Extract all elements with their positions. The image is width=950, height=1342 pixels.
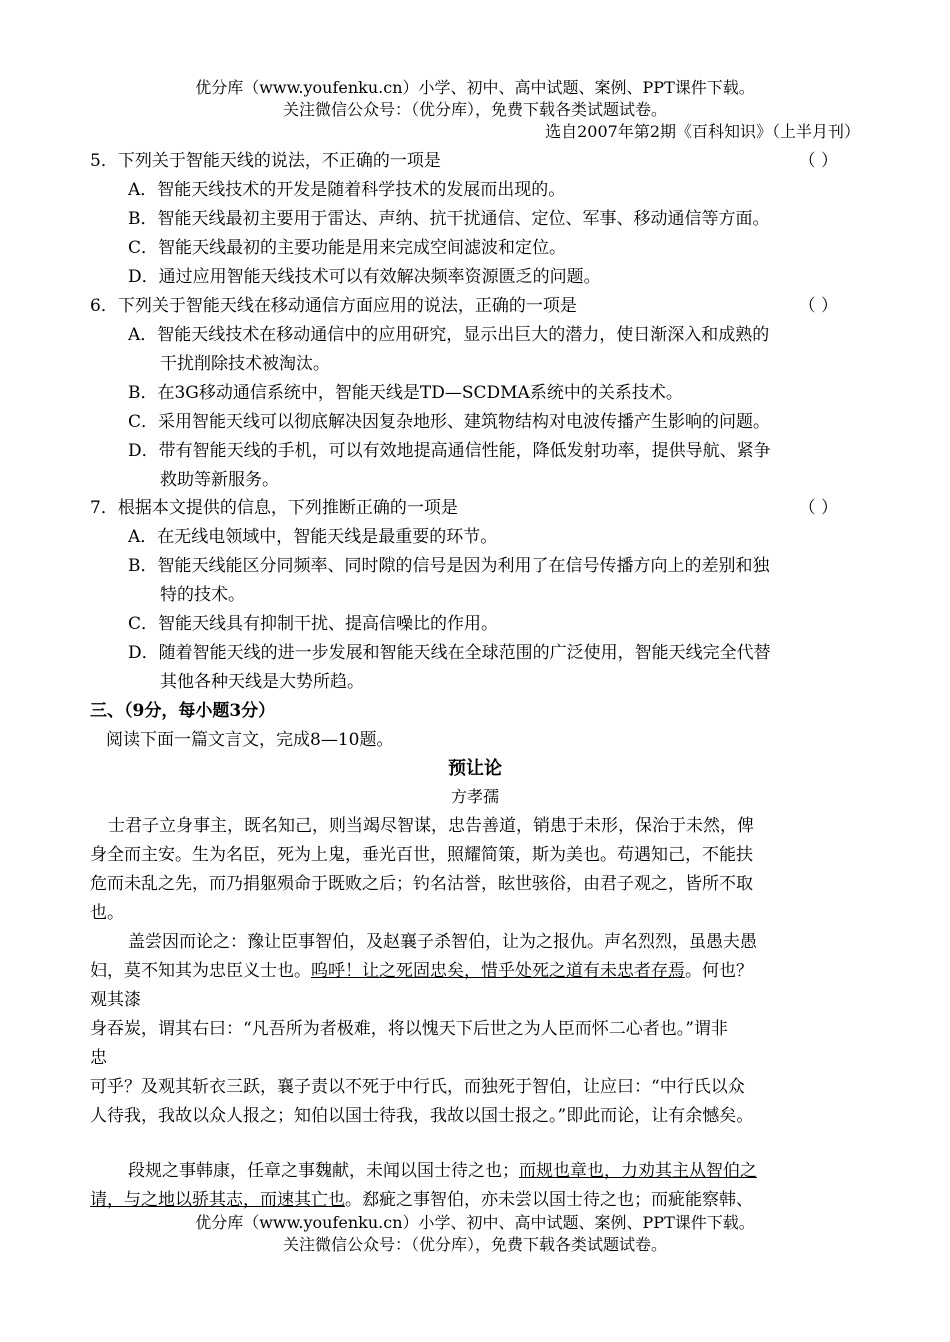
question-7-option-b: B．智能天线能区分同频率、同时隙的信号是因为利用了在信号传播方向上的差别和独 xyxy=(128,556,770,576)
question-5-option-a: A．智能天线技术的开发是随着科学技术的发展而出现的。 xyxy=(128,180,566,200)
underlined-sentence-2-part-2: 请，与之地以骄其志，而速其亡也 xyxy=(90,1190,345,1210)
footer-line-1: 优分库（www.youfenku.cn）小学、初中、高中试题、案例、PPT课件下载。 xyxy=(195,1213,755,1232)
passage-p1-line-1: 士君子立身事主，既名知己，则当竭尽智谋，忠告善道，销患于未形，保治于未然，俾 xyxy=(108,816,754,836)
question-5-stem: 5．下列关于智能天线的说法，不正确的一项是 xyxy=(90,151,441,171)
passage-p3-line-1 xyxy=(128,1160,757,1182)
underlined-sentence-1: 呜呼！让之死固忠矣，惜乎处死之道有未忠者存焉 xyxy=(311,961,685,981)
question-6-answer-blank: （ ） xyxy=(798,296,838,316)
question-7-option-d: D．随着智能天线的进一步发展和智能天线在全球范围的广泛使用，智能天线完全代替 xyxy=(128,643,771,663)
question-5-option-c: C．智能天线最初的主要功能是用来完成空间滤波和定位。 xyxy=(128,238,567,258)
header-line-1: 优分库（www.youfenku.cn）小学、初中、高中试题、案例、PPT课件下载。 xyxy=(195,78,755,97)
passage-p3-line-2-text: 。郄疵之事智伯，亦未尝以国士待之也；而疵能察韩、 xyxy=(345,1190,753,1210)
passage-p2-line-2 xyxy=(90,960,753,982)
question-5-answer-blank: （ ） xyxy=(798,151,838,171)
question-6-option-c: C．采用智能天线可以彻底解决因复杂地形、建筑物结构对电波传播产生影响的问题。 xyxy=(128,412,771,432)
passage-p2-line-3: 观其漆 xyxy=(90,990,141,1010)
question-7-answer-blank: （ ） xyxy=(798,498,838,518)
passage-author: 方孝孺 xyxy=(450,787,499,806)
passage-p2-line-1: 盖尝因而论之：豫让臣事智伯，及赵襄子杀智伯，让为之报仇。声名烈烈，虽愚夫愚 xyxy=(128,932,757,952)
section-3-instruction: 阅读下面一篇文言文，完成8—10题。 xyxy=(106,730,394,750)
passage-p1-line-2: 身全而主安。生为名臣，死为上鬼，垂光百世，照耀简策，斯为美也。苟遇知己，不能扶 xyxy=(90,845,753,865)
source-citation: 选自2007年第2期《百科知识》（上半月刊） xyxy=(545,122,860,141)
passage-p2-line-6: 可乎？及观其斩衣三跃，襄子责以不死于中行氏，而独死于智伯，让应曰：“中行氏以众 xyxy=(90,1077,745,1097)
question-6-option-d: D．带有智能天线的手机，可以有效地提高通信性能，降低发射功率，提供导航、紧争 xyxy=(128,441,771,461)
passage-p2-line-2-text-a: 妇，莫不知其为忠臣义士也。 xyxy=(90,961,311,981)
question-7-option-a: A．在无线电领域中，智能天线是最重要的环节。 xyxy=(128,527,498,547)
passage-title: 预让论 xyxy=(448,758,502,779)
passage-p2-line-5: 忠 xyxy=(90,1048,107,1068)
question-5-option-d: D．通过应用智能天线技术可以有效解决频率资源匮乏的问题。 xyxy=(128,267,601,287)
question-7-option-b-cont: 特的技术。 xyxy=(160,585,245,605)
header-line-2: 关注微信公众号：（优分库），免费下载各类试题试卷。 xyxy=(282,100,667,119)
passage-p2-line-2-text-b: 。何也？ xyxy=(685,961,753,981)
question-7-option-d-cont: 其他各种天线是大势所趋。 xyxy=(160,672,364,692)
question-6-option-d-cont: 救助等新服务。 xyxy=(160,470,279,490)
question-7-option-c: C．智能天线具有抑制干扰、提高信噪比的作用。 xyxy=(128,614,499,634)
question-6-option-a: A．智能天线技术在移动通信中的应用研究，显示出巨大的潜力，使日渐深入和成熟的 xyxy=(128,325,770,345)
passage-p3-line-1-text: 段规之事韩康，任章之事魏献，未闻以国士待之也； xyxy=(128,1161,519,1181)
section-3-heading: 三、（9分，每小题3分） xyxy=(90,701,276,721)
footer-line-2: 关注微信公众号：（优分库），免费下载各类试题试卷。 xyxy=(282,1235,667,1254)
question-5-option-b: B．智能天线最初主要用于雷达、声纳、抗干扰通信、定位、军事、移动通信等方面。 xyxy=(128,209,770,229)
passage-p2-line-4: 身吞炭，谓其右曰：“凡吾所为者极难，将以愧天下后世之为人臣而怀二心者也。”谓非 xyxy=(90,1019,728,1039)
question-7-stem: 7．根据本文提供的信息，下列推断正确的一项是 xyxy=(90,498,458,518)
question-6-option-a-cont: 干扰削除技术被淘汰。 xyxy=(160,354,330,374)
underlined-sentence-2-part-1: 而规也章也，力劝其主从智伯之 xyxy=(519,1161,757,1181)
passage-p1-line-4: 也。 xyxy=(90,903,124,923)
passage-p1-line-3: 危而未乱之先，而乃捐躯殒命于既败之后；钓名沽誉，眩世骇俗，由君子观之，皆所不取 xyxy=(90,874,753,894)
passage-p3-line-2 xyxy=(90,1189,753,1211)
question-6-stem: 6．下列关于智能天线在移动通信方面应用的说法，正确的一项是 xyxy=(90,296,577,316)
passage-p2-line-7: 人待我，我故以众人报之；知伯以国士待我，我故以国士报之。”即此而论，让有余憾矣。 xyxy=(90,1106,754,1126)
question-6-option-b: B．在3G移动通信系统中，智能天线是TD—SCDMA系统中的关系技术。 xyxy=(128,383,683,403)
